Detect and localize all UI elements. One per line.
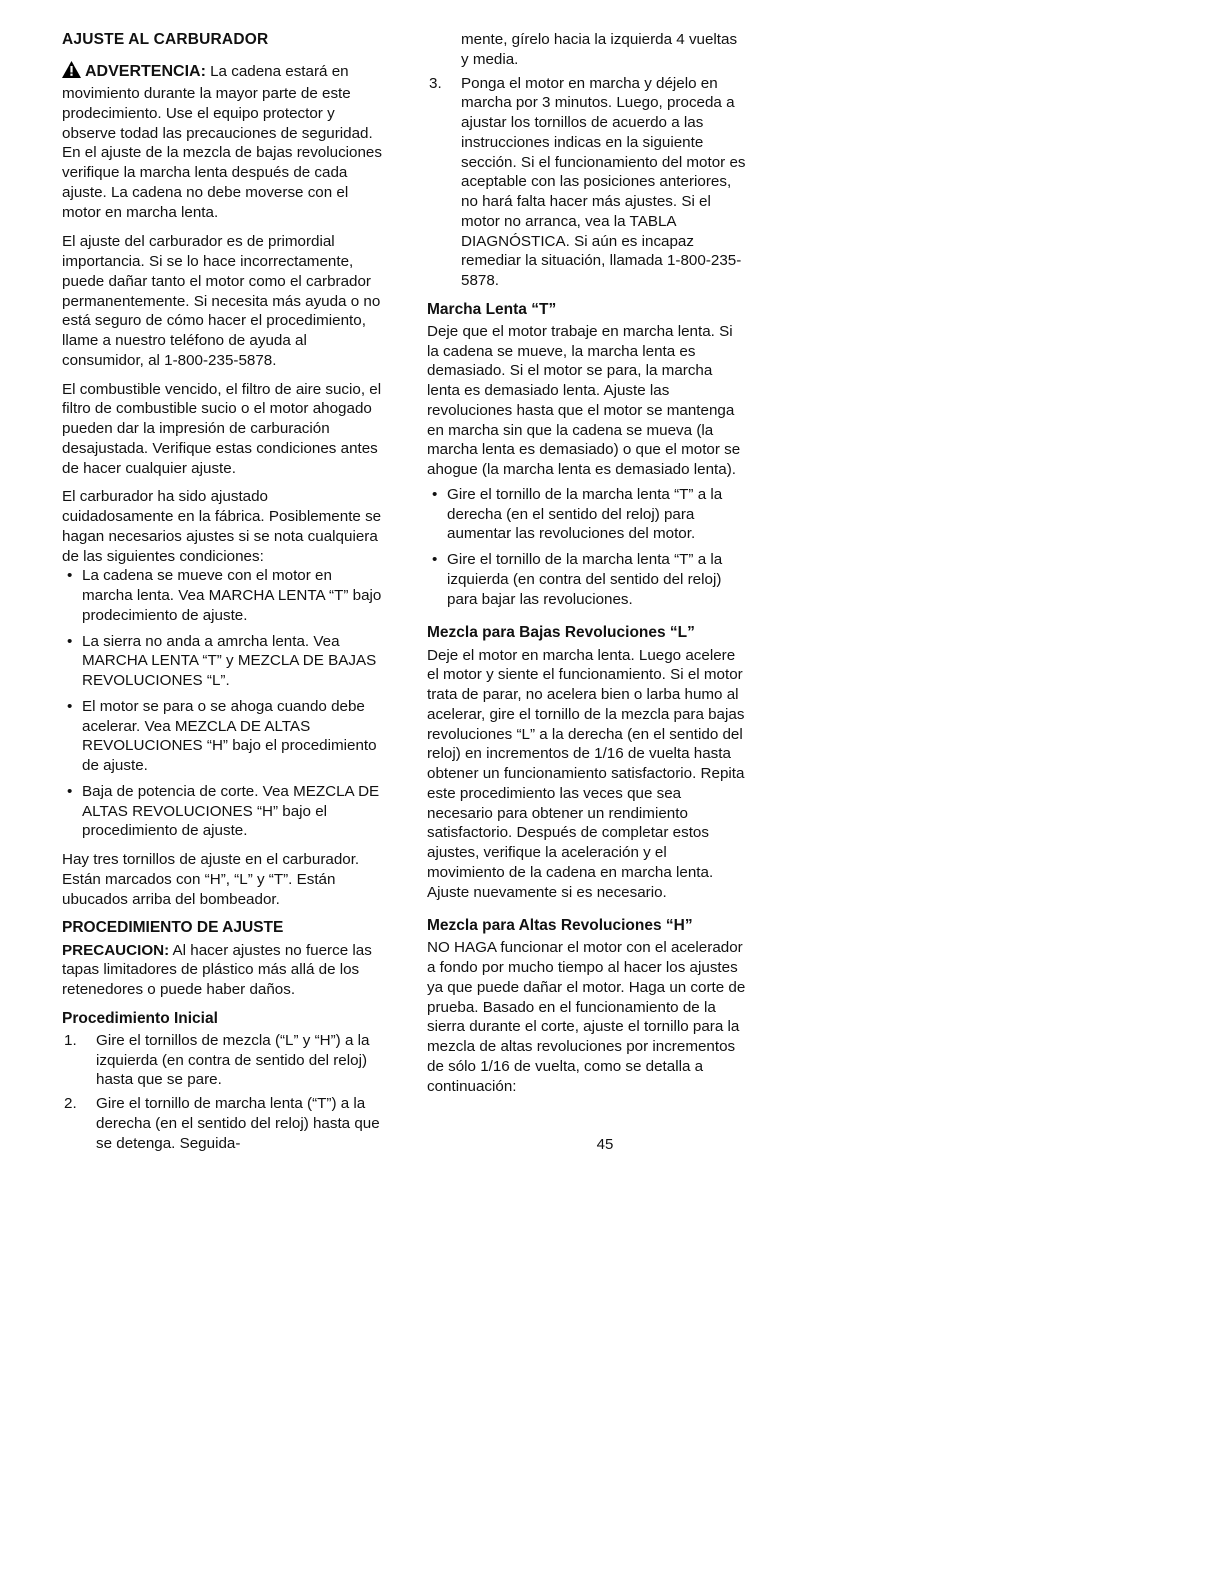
list-item [427, 74, 748, 291]
idle-speed-title: Marcha Lenta “T” [427, 300, 557, 318]
caution-block [62, 941, 383, 1000]
paragraph-fuel-conditions: El combustible vencido, el filtro de aire sucio, el filtro de combustible sucio o el motor ahogado pueden dar la impresión de carburación desajustada. Verifique estas condiciones antes de hacer cualquier ajuste. [62, 380, 382, 477]
step-number: 2. [64, 1095, 77, 1113]
two-column-layout [62, 30, 1148, 1162]
warning-label: ADVERTENCIA: [85, 63, 206, 81]
step-number: 1. [64, 1031, 77, 1049]
paragraph-carburetor-importance: El ajuste del carburador es de primordial importancia. Si se lo hace incorrectamente, puede dañar tanto el motor como el carbrador permanentemente. Si necesita más ayuda o no está seguro de cómo hacer el procedimiento, llame a nuestro teléfono de ayuda al consumidor, al 1-800-235-5878. [62, 233, 381, 369]
procedure-title: PROCEDIMIENTO DE AJUSTE [62, 919, 284, 937]
paragraph-three-screws: Hay tres tornillos de ajuste en el carburador. Están marcados con “H”, “L” y “T”. Están ubucados arriba del bombeador. [62, 851, 360, 908]
list-item: • La cadena se mueve con el motor en marcha lenta. Vea MARCHA LENTA “T” bajo prodecimiento de ajuste. [62, 566, 383, 625]
right-column [427, 30, 748, 1162]
idle-speed-list [427, 485, 748, 610]
conditions-list [62, 566, 383, 841]
list-item: • Gire el tornillo de la marcha lenta “T” a la derecha (en el sentido del reloj) para aumentar las revoluciones del motor. [427, 485, 748, 544]
step-number: 3. [429, 74, 442, 92]
continuation-text: mente, gírelo hacia la izquierda 4 vueltas y media. [461, 31, 738, 68]
step-text: Ponga el motor en marcha y déjelo en marcha por 3 minutos. Luego, proceda a ajustar los tornillos de acuerdo a las instrucciones indicas en la siguiente sección. Si el funcionamiento del motor es aceptable con las posiciones anteriores, no hará falta hacer más ajustes. Si el motor no arranca, vea la TABLA DIAGNÓSTICA. Si aún es incapaz remediar la situación, llamada 1-800-235-5878. [461, 74, 746, 289]
warning-block [62, 61, 383, 222]
list-item [62, 1031, 383, 1090]
paragraph-idle-speed: Deje que el motor trabaje en marcha lenta. Si la cadena se mueve, la marcha lenta es demasiado. Si el motor se para, la marcha lenta es demasiado lenta. Ajuste las revoluciones hasta que el motor se mantenga en marcha sin que la cadena se mueva (la marcha lenta es demasiado) o que el motor se ahogue (la marcha lenta es demasiado lenta). [427, 322, 741, 479]
procedure-steps-continued [427, 74, 748, 291]
low-mixture-title: Mezcla para Bajas Revoluciones “L” [427, 624, 695, 642]
warning-text: La cadena estará en movimiento durante la mayor parte de este prodecimiento. Use el equipo protector y observe todad las precauciones de seguridad. En el ajuste de la mezcla de bajas revoluciones verifique la marcha lenta después de cada ajuste. La cadena no debe moverse con el motor en marcha lenta. [62, 63, 382, 221]
page-number: 45 [596, 1136, 614, 1153]
left-column [62, 30, 383, 1162]
paragraph-high-mixture: NO HAGA funcionar el motor con el acelerador a fondo por mucho tiempo al hacer los ajustes ya que puede dañar el motor. Haga un corte de prueba. Basado en el funcionamiento de la sierra durante el corte, ajuste el tornillo para la mezcla de altas revoluciones por incrementos de sólo 1/16 de vuelta, como se detalla a continuación: [427, 939, 746, 1095]
step-text: Gire el tornillos de mezcla (“L” y “H”) a la izquierda (en contra de sentido del reloj) hasta que se pare. [96, 1031, 370, 1089]
list-item: • Gire el tornillo de la marcha lenta “T” a la izquierda (en contra del sentido del reloj) para bajar las revoluciones. [427, 550, 748, 609]
list-item: • La sierra no anda a amrcha lenta. Vea MARCHA LENTA “T” y MEZCLA DE BAJAS REVOLUCIONES “L”. [62, 632, 383, 691]
paragraph-factory-adjusted: El carburador ha sido ajustado cuidadosamente en la fábrica. Posiblemente se hagan necesarios ajustes si se nota cualquiera de las siguientes condiciones: [62, 488, 382, 565]
page-title: AJUSTE AL CARBURADOR [62, 31, 269, 48]
caution-text: Al hacer ajustes no fuerce las tapas limitadores de plástico más allá de los retenedores o puede haber daños. [62, 941, 372, 999]
paragraph-low-mixture: Deje el motor en marcha lenta. Luego acelere el motor y siente el funcionamiento. Si el motor trata de parar, no acelera bien o larba humo al acelerar, gire el tornillo de la mezcla para bajas revoluciones “L” a la derecha (en el sentido del reloj) en incrementos de 1/16 de vuelta hasta obtener un funcionamiento satisfactorio. Repita este procedimiento las veces que sea necesario para obtener un rendimiento satisfactorio. Después de completar estos ajustes, verifique la aceleración y el movimiento de la cadena en marcha lenta. Ajuste nuevamente si es necesario. [427, 646, 745, 901]
list-item: • El motor se para o se ahoga cuando debe acelerar. Vea MEZCLA DE ALTAS REVOLUCIONES “H” bajo el procedimiento de ajuste. [62, 697, 383, 776]
warning-triangle-icon [62, 61, 81, 84]
list-item: • Baja de potencia de corte. Vea MEZCLA DE ALTAS REVOLUCIONES “H” bajo el procedimiento de ajuste. [62, 782, 383, 841]
high-mixture-title: Mezcla para Altas Revoluciones “H” [427, 917, 693, 935]
step-text: Gire el tornillo de marcha lenta (“T”) a la derecha (en el sentido del reloj) hasta que se detenga. Seguida- [96, 1095, 380, 1152]
initial-procedure-title: Procedimiento Inicial [62, 1009, 218, 1027]
caution-label: PRECAUCION: [62, 941, 170, 959]
